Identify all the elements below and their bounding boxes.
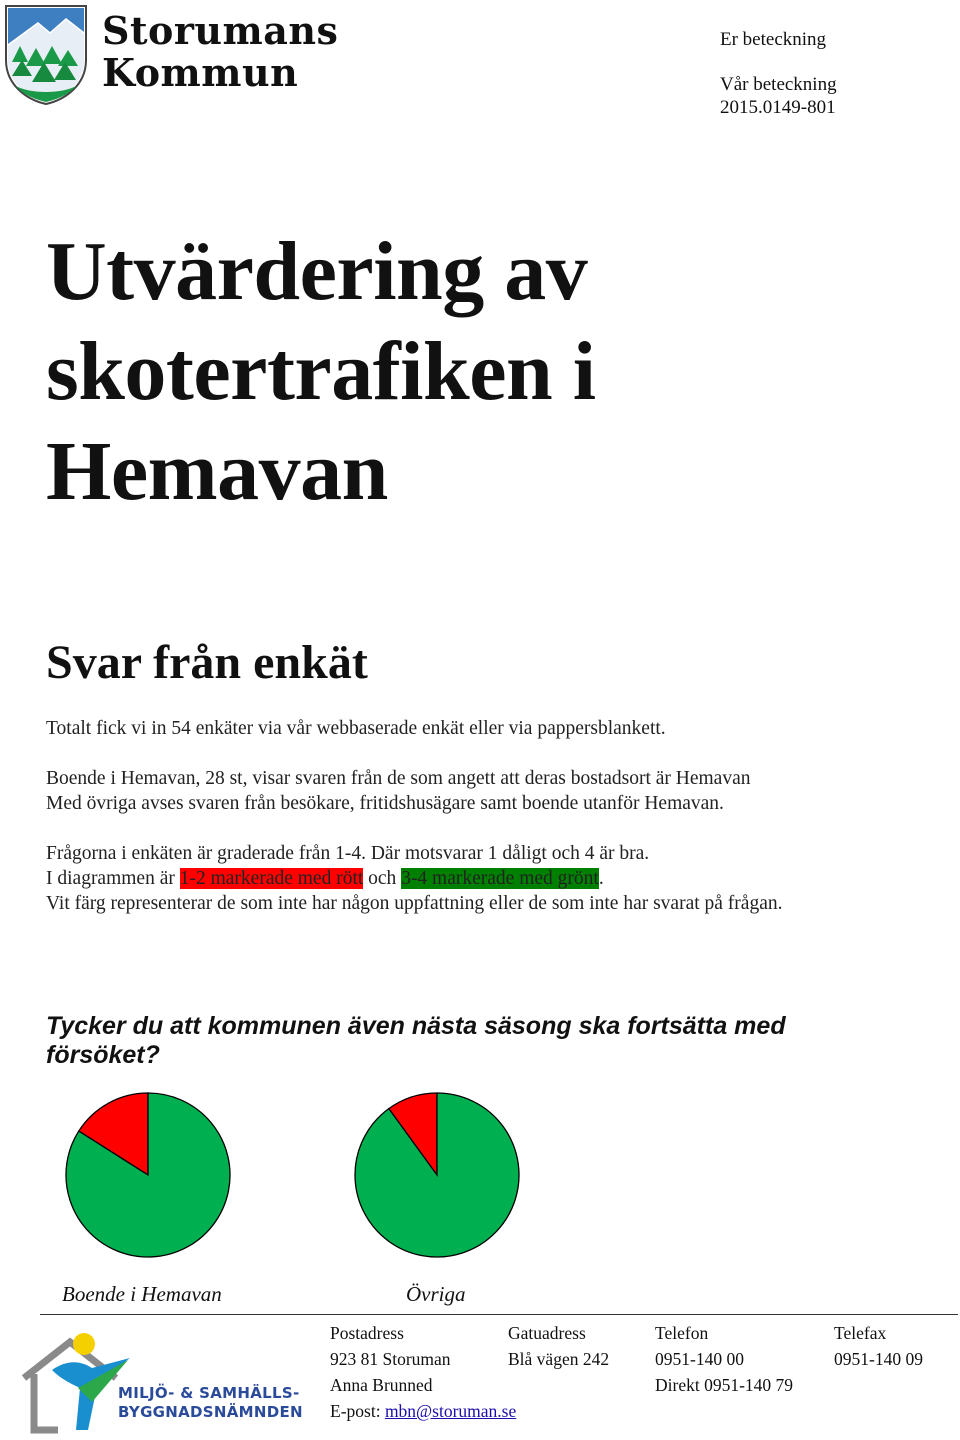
title-line: Hemavan	[46, 425, 388, 518]
email-line	[330, 1398, 516, 1424]
er-beteckning-label: Er beteckning	[720, 29, 827, 50]
red-highlight: 1-2 markerade med rött	[179, 868, 364, 889]
pie-caption-ovriga: Övriga	[406, 1282, 466, 1306]
municipality-logo	[2, 2, 342, 106]
section-heading: Svar från enkät	[46, 636, 368, 689]
telefax-label: Telefax	[834, 1323, 887, 1343]
paragraph-scale	[46, 841, 866, 916]
pie-chart-ovriga	[355, 1093, 519, 1257]
reference-block	[720, 28, 837, 119]
var-beteckning-label: Vår beteckning	[720, 74, 837, 95]
paragraph-total: Totalt fick vi in 54 enkäter via vår webbaserade enkät eller via pappersblankett.	[46, 718, 666, 739]
paragraph-line: Boende i Hemavan, 28 st, visar svaren från de som angett att deras bostadsort är Hemavan	[46, 768, 751, 789]
brand-name-line2: Kommun	[102, 50, 299, 95]
text-run: I diagrammen är	[46, 868, 180, 889]
postadress-label: Postadress	[330, 1323, 404, 1343]
email-label: E-post:	[330, 1401, 385, 1421]
department-name-line2: BYGGNADSNÄMNDEN	[118, 1403, 303, 1421]
brand-name-line1: Storumans	[102, 8, 339, 53]
footer-telefax-column	[834, 1320, 923, 1372]
department-name-line1: MILJÖ- & SAMHÄLLS-	[118, 1384, 300, 1402]
paragraph-line	[46, 866, 866, 891]
pie-charts	[0, 1090, 560, 1290]
paragraph-line: Frågorna i enkäten är graderade från 1-4. Där motsvarar 1 dåligt och 4 är bra.	[46, 843, 650, 864]
telefax-value: 0951-140 09	[834, 1349, 923, 1369]
document-title	[46, 222, 596, 522]
title-line: Utvärdering av	[46, 225, 588, 318]
paragraph-line: Med övriga avses svaren från besökare, fritidshusägare samt boende utanför Hemavan.	[46, 793, 724, 814]
footer-gatuadress-column	[508, 1320, 609, 1372]
coat-of-arms-icon	[2, 2, 90, 106]
email-link[interactable]: mbn@storuman.se	[384, 1401, 517, 1421]
paragraph-line: Vit färg representerar de som inte har någon uppfattning eller de som inte har svarat på frågan.	[46, 893, 783, 914]
text-run: och	[363, 868, 402, 889]
pie-chart-boende	[66, 1093, 230, 1257]
contact-name: Anna Brunned	[330, 1375, 433, 1395]
text-run: .	[598, 868, 604, 889]
direkt-value: Direkt 0951-140 79	[655, 1375, 794, 1395]
var-beteckning-value: 2015.0149-801	[720, 97, 836, 118]
postadress-value: 923 81 Storuman	[330, 1349, 451, 1369]
pie-caption-boende: Boende i Hemavan	[62, 1282, 222, 1306]
gatuadress-value: Blå vägen 242	[508, 1349, 610, 1369]
footer-telefon-column	[655, 1320, 793, 1398]
telefon-value: 0951-140 00	[655, 1349, 744, 1369]
footer-divider	[40, 1314, 958, 1315]
title-line: skotertrafiken i	[46, 325, 596, 418]
question-heading: Tycker du att kommunen även nästa säsong ska fortsätta med försöket?	[46, 1012, 786, 1069]
pie-slice-3-4	[355, 1093, 519, 1257]
paragraph-respondents	[46, 766, 866, 816]
department-logo	[18, 1330, 318, 1438]
telefon-label: Telefon	[655, 1323, 709, 1343]
footer-postadress-column	[330, 1320, 516, 1424]
green-highlight: 3-4 markerade med grönt	[401, 868, 599, 889]
gatuadress-label: Gatuadress	[508, 1323, 586, 1343]
